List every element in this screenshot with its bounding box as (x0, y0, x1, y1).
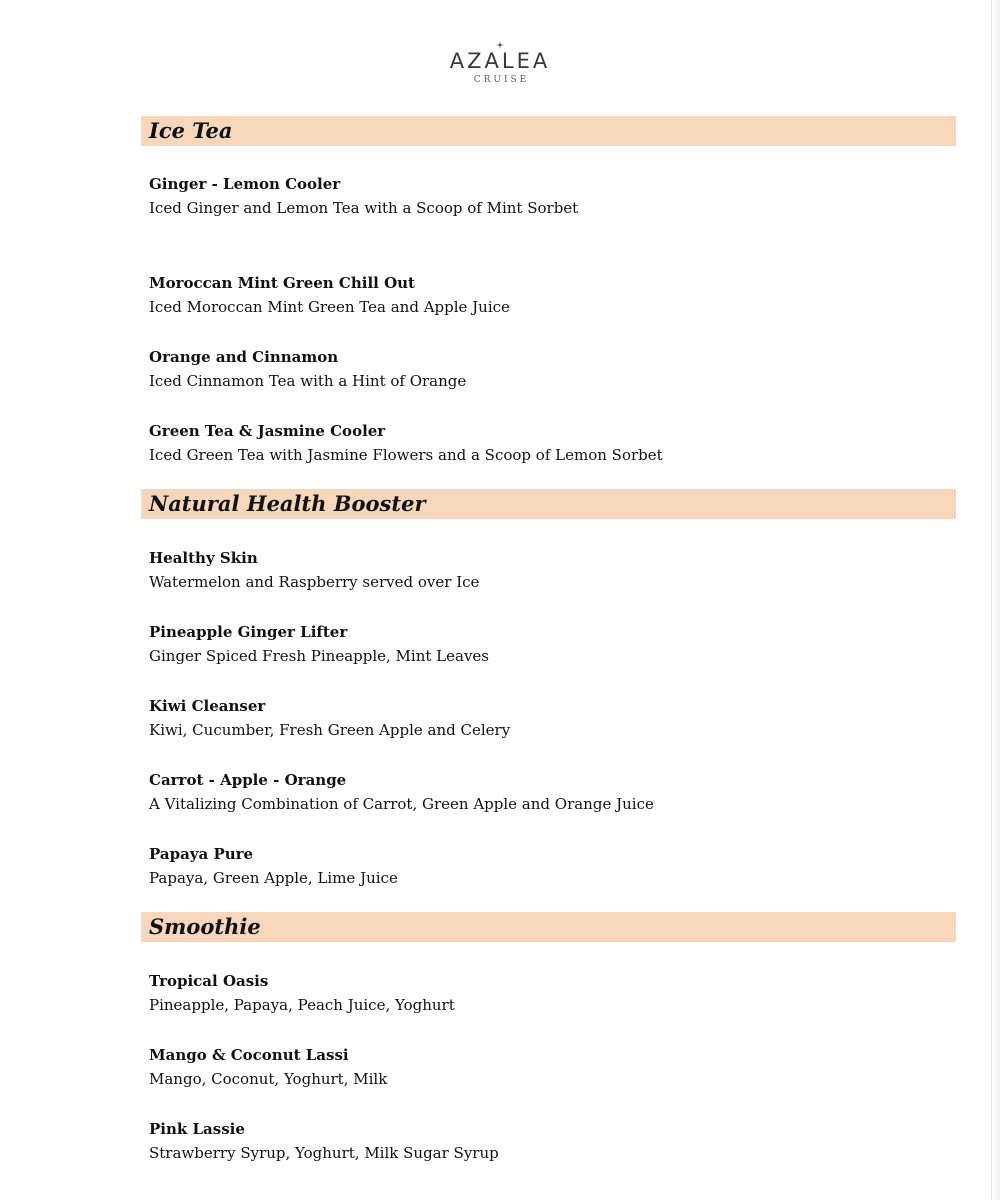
menu-item (149, 622, 949, 666)
item-description: Papaya, Green Apple, Lime Juice (149, 869, 398, 887)
menu-item (149, 421, 949, 465)
section-title: Natural Health Booster (149, 491, 426, 516)
section-title: Smoothie (149, 914, 261, 939)
page-edge (991, 0, 1000, 1200)
item-description: Iced Ginger and Lemon Tea with a Scoop of Mint Sorbet (149, 199, 579, 217)
item-name: Healthy Skin (149, 549, 258, 567)
brand-tagline: CRUISE (473, 75, 530, 85)
brand-name: AZALEA (449, 49, 551, 73)
section-header-natural-health-booster (141, 489, 956, 519)
item-name: Moroccan Mint Green Chill Out (149, 274, 415, 292)
logo-wordmark (450, 48, 550, 74)
item-description: Ginger Spiced Fresh Pineapple, Mint Leaves (149, 647, 489, 665)
item-name: Pineapple Ginger Lifter (149, 623, 348, 641)
item-description: Iced Cinnamon Tea with a Hint of Orange (149, 372, 467, 390)
item-description: Iced Moroccan Mint Green Tea and Apple Juice (149, 298, 510, 316)
menu-item (149, 1045, 949, 1089)
menu-item (149, 273, 949, 317)
menu-item (149, 696, 949, 740)
section-header-smoothie (141, 912, 956, 942)
item-name: Ginger - Lemon Cooler (149, 175, 341, 193)
logo-star-icon (496, 41, 504, 49)
item-description: Watermelon and Raspberry served over Ice (149, 573, 480, 591)
item-description: Mango, Coconut, Yoghurt, Milk (149, 1070, 388, 1088)
menu-item (149, 971, 949, 1015)
section-header-ice-tea (141, 116, 956, 146)
menu-item (149, 770, 949, 814)
menu-item (149, 548, 949, 592)
menu-item (149, 844, 949, 888)
item-description: Pineapple, Papaya, Peach Juice, Yoghurt (149, 996, 455, 1014)
menu-item (149, 174, 949, 218)
item-description: Strawberry Syrup, Yoghurt, Milk Sugar Syrup (149, 1144, 499, 1162)
menu-item (149, 1119, 949, 1163)
item-name: Orange and Cinnamon (149, 348, 339, 366)
item-name: Tropical Oasis (149, 972, 269, 990)
item-name: Pink Lassie (149, 1120, 245, 1138)
menu-item (149, 347, 949, 391)
item-description: Iced Green Tea with Jasmine Flowers and a Scoop of Lemon Sorbet (149, 446, 663, 464)
item-name: Carrot - Apple - Orange (149, 771, 347, 789)
item-description: Kiwi, Cucumber, Fresh Green Apple and Celery (149, 721, 511, 739)
section-title: Ice Tea (149, 118, 233, 143)
item-description: A Vitalizing Combination of Carrot, Green Apple and Orange Juice (149, 795, 654, 813)
brand-logo (0, 48, 1000, 86)
item-name: Papaya Pure (149, 845, 254, 863)
item-name: Mango & Coconut Lassi (149, 1046, 349, 1064)
item-name: Kiwi Cleanser (149, 697, 266, 715)
item-name: Green Tea & Jasmine Cooler (149, 422, 386, 440)
